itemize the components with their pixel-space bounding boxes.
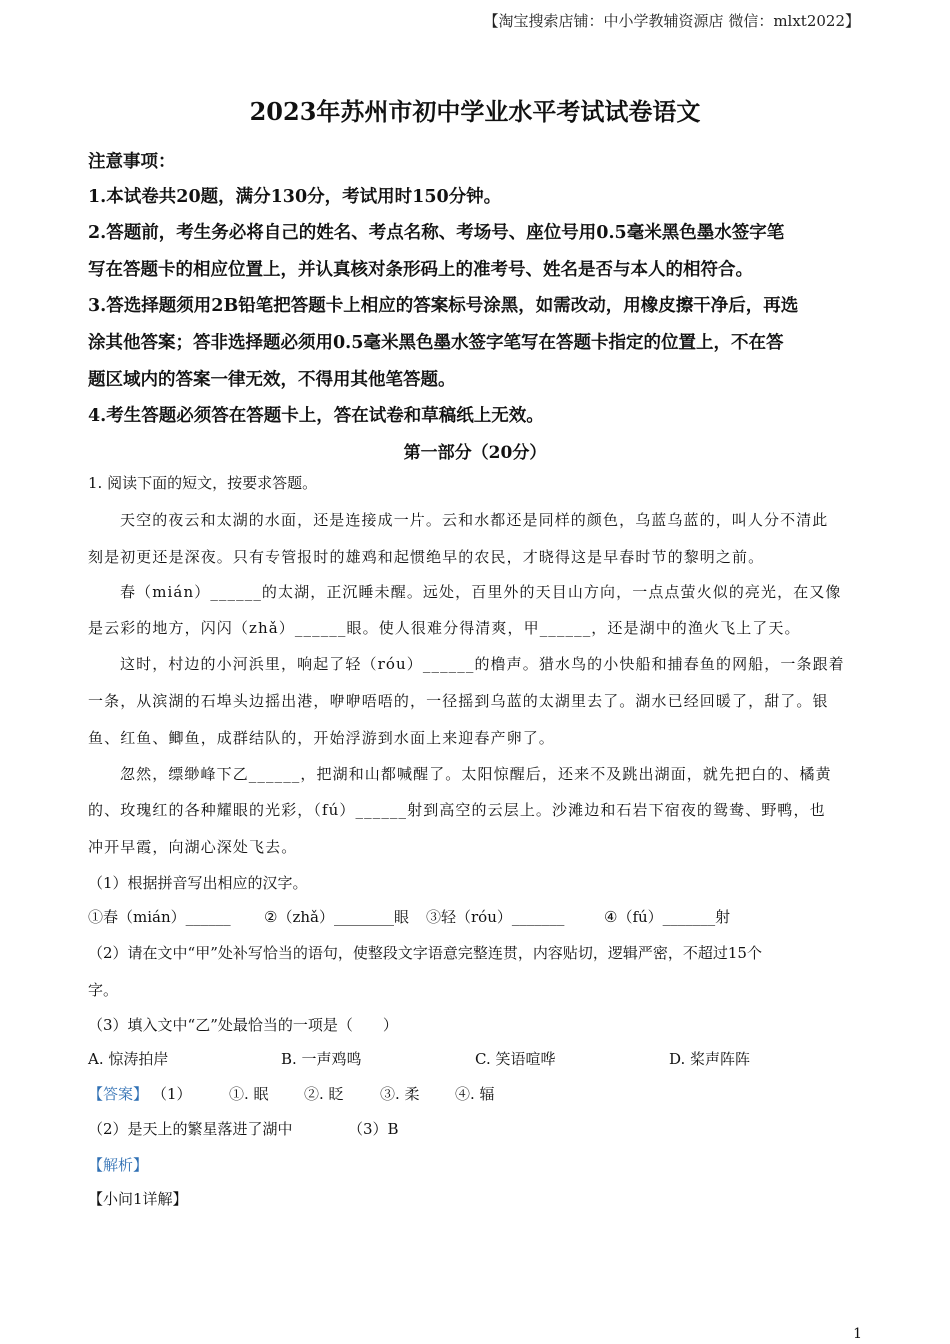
answer-line: （2）是天上的繁星落进了湖中 xyxy=(88,1120,293,1138)
detail-label: 【小问1详解】 xyxy=(88,1190,188,1208)
answer-item: （1） xyxy=(152,1085,192,1103)
option-b: B. 一声鸡鸣 xyxy=(281,1050,362,1068)
notice-line: 2.答题前，考生务必将自己的姓名、考点名称、考场号、座位号用0.5毫米黑色墨水签字笔 xyxy=(88,223,785,243)
section-title: 第一部分（20分） xyxy=(403,443,547,463)
option-d: D. 桨声阵阵 xyxy=(669,1050,751,1068)
option-a: A. 惊涛拍岸 xyxy=(88,1050,169,1068)
passage-line: 这时，村边的小河浜里，响起了轻（róu）______的橹声。猎水鸟的小快船和捕春鱼的网船，一条跟着 xyxy=(120,655,845,673)
subquestion-2: （2）请在文中“甲”处补写恰当的语句，使整段文字语意完整连贯，内容贴切，逻辑严密，不超过15个 xyxy=(88,944,762,962)
answer-item: ①. 眠 xyxy=(229,1085,269,1103)
passage-line: 鱼、红鱼、鲫鱼，成群结队的，开始浮游到水面上来迎春产卵了。 xyxy=(88,729,555,747)
notice-line: 1.本试卷共20题，满分130分，考试用时150分钟。 xyxy=(88,187,502,207)
notice-line: 4.考生答题必须答在答题卡上，答在试卷和草稿纸上无效。 xyxy=(88,406,544,426)
passage-line: 一条，从滨湖的石埠头边摇出港，咿咿唔唔的，一径摇到乌蓝的太湖里去了。湖水已经回暖了，甜了。银 xyxy=(88,692,829,710)
notice-line: 写在答题卡的相应位置上，并认真核对条形码上的准考号、姓名是否与本人的相符合。 xyxy=(88,260,753,280)
pinyin-item: ①春（mián）______ xyxy=(88,908,231,926)
option-c: C. 笑语喧哗 xyxy=(475,1050,556,1068)
notice-line: 3.答选择题须用2B铅笔把答题卡上相应的答案标号涂黑，如需改动，用橡皮擦干净后，再选 xyxy=(88,296,799,316)
subquestion-3: （3）填入文中“乙”处最恰当的一项是（ ） xyxy=(88,1016,398,1034)
pinyin-item: ④（fú）_______射 xyxy=(604,908,731,926)
answer-label: 【答案】 xyxy=(88,1085,149,1103)
passage-line: 的、玫瑰红的各种耀眼的光彩，（fú）______射到高空的云层上。沙滩边和石岩下宿夜的鸳鸯、野鸭，也 xyxy=(88,801,826,819)
notice-line: 涂其他答案；答非选择题必须用0.5毫米黑色墨水签字笔写在答题卡指定的位置上，不在答 xyxy=(88,333,784,353)
answer-item: ③. 柔 xyxy=(380,1085,420,1103)
passage-line: 是云彩的地方，闪闪（zhǎ）______眼。使人很难分得清爽，甲______，还是湖中的渔火飞上了天。 xyxy=(88,619,801,637)
subquestion-2-cont: 字。 xyxy=(88,981,119,999)
pinyin-item: ②（zhǎ）________眼 xyxy=(264,908,409,926)
passage-line: 刻是初更还是深夜。只有专管报时的雄鸡和起惯绝早的农民，才晓得这是早春时节的黎明之前。 xyxy=(88,548,765,566)
subquestion-1: （1）根据拼音写出相应的汉字。 xyxy=(88,874,308,892)
notice-heading: 注意事项： xyxy=(88,152,176,172)
passage-line: 忽然，缥缈峰下乙______，把湖和山都喊醒了。太阳惊醒后，还来不及跳出湖面，就先把白的、橘黄 xyxy=(120,765,832,783)
passage-line: 天空的夜云和太湖的水面，还是连接成一片。云和水都还是同样的颜色，乌蓝乌蓝的，叫人分不清此 xyxy=(120,511,829,529)
pinyin-item: ③轻（róu）_______ xyxy=(426,908,565,926)
analysis-label: 【解析】 xyxy=(88,1156,149,1174)
answer-line: （3）B xyxy=(348,1120,399,1138)
header-note: 【淘宝搜索店铺：中小学教辅资源店 微信：mlxt2022】 xyxy=(483,12,860,30)
answer-item: ④. 辐 xyxy=(455,1085,495,1103)
page-title: 2023年苏州市初中学业水平考试试卷语文 xyxy=(249,97,701,126)
passage-line: 冲开早霞，向湖心深处飞去。 xyxy=(88,838,298,856)
answer-item: ②. 眨 xyxy=(304,1085,344,1103)
page-number: 1 xyxy=(853,1326,862,1342)
passage-line: 春（mián）______的太湖，正沉睡未醒。远处，百里外的天目山方向，一点点萤火似的亮光，在又像 xyxy=(120,583,842,601)
notice-line: 题区域内的答案一律无效，不得用其他笔答题。 xyxy=(88,370,456,390)
question-prompt: 1. 阅读下面的短文，按要求答题。 xyxy=(88,474,318,492)
